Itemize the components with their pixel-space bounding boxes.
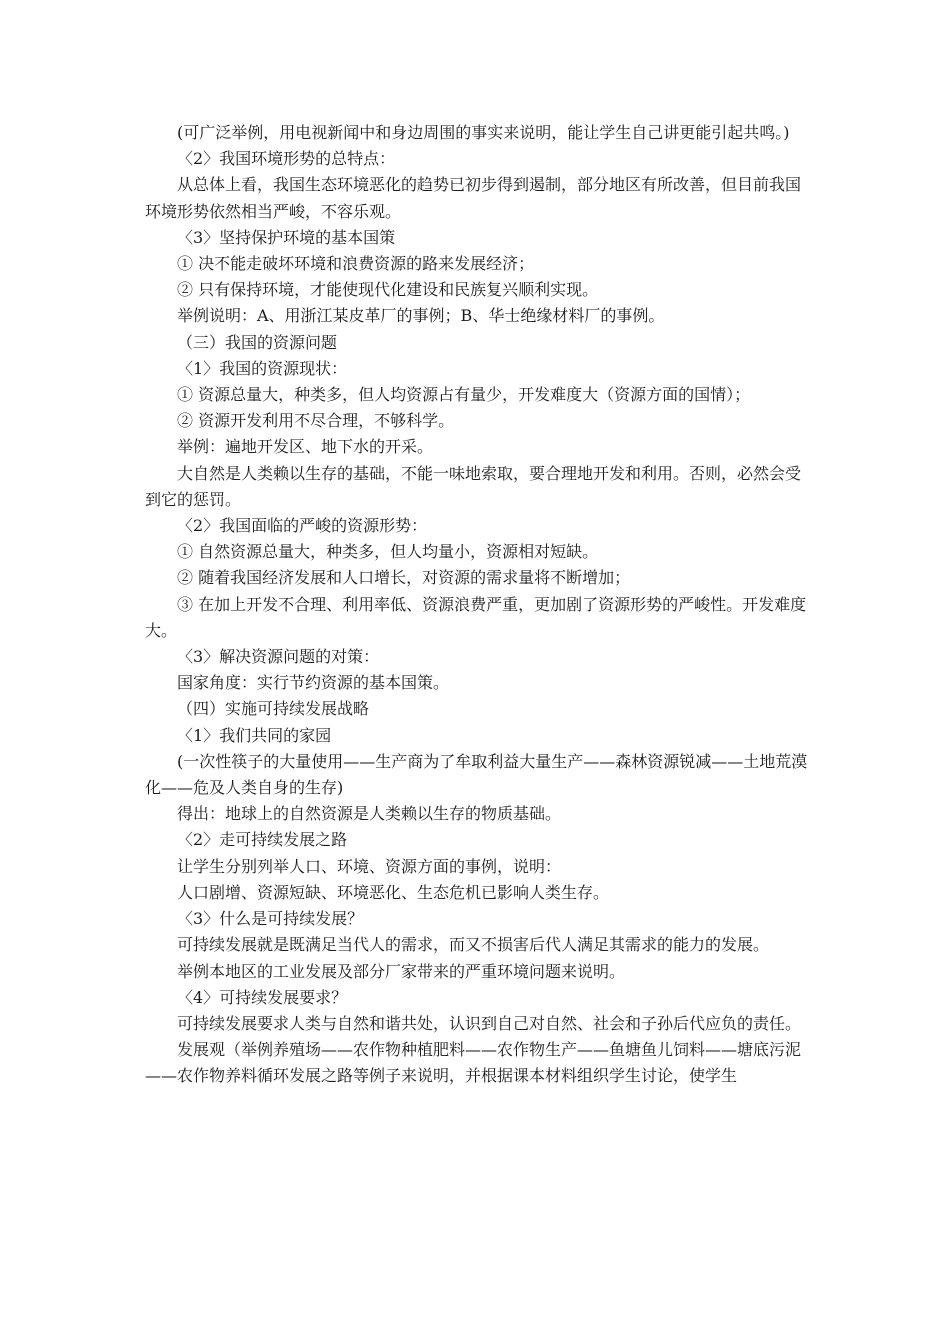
document-body — [145, 120, 810, 1090]
paragraph: (一次性筷子的大量使用——生产商为了牟取利益大量生产——森林资源锐减——土地荒漠化——危及人类自身的生存) — [145, 751, 808, 798]
section-heading: 〈2〉我国环境形势的总特点： — [177, 149, 396, 169]
paragraph: 得出：地球上的自然资源是人类赖以生存的物质基础。 — [177, 804, 562, 824]
section-heading: （四）实施可持续发展战略 — [177, 699, 370, 719]
paragraph: 可持续发展就是既满足当代人的需求，而又不损害后代人满足其需求的能力的发展。 — [177, 935, 770, 955]
section-heading: 〈3〉什么是可持续发展？ — [177, 909, 364, 929]
section-heading: 〈2〉走可持续发展之路 — [177, 830, 348, 850]
list-item: ② 随着我国经济发展和人口增长，对资源的需求量将不断增加； — [177, 568, 631, 588]
section-heading: 〈1〉我们共同的家园 — [177, 725, 332, 745]
list-item: ① 决不能走破坏环境和浪费资源的路来发展经济； — [177, 254, 535, 274]
paragraph: 大自然是人类赖以生存的基础，不能一味地索取，要合理地开发和利用。否则，必然会受到它的惩罚。 — [145, 463, 802, 509]
list-item: ① 自然资源总量大，种类多，但人均量小，资源相对短缺。 — [177, 542, 599, 562]
section-heading: 〈4〉可持续发展要求？ — [177, 987, 348, 1007]
paragraph: 人口剧增、资源短缺、环境恶化、生态危机已影响人类生存。 — [177, 882, 610, 902]
section-heading: 〈2〉我国面临的严峻的资源形势： — [177, 516, 428, 536]
list-item: ② 资源开发利用不尽合理，不够科学。 — [177, 411, 455, 431]
list-item: ③ 在加上开发不合理、利用率低、资源浪费严重，更加剧了资源形势的严峻性。开发难度大。 — [145, 594, 807, 640]
paragraph: 可持续发展要求人类与自然和谐共处，认识到自己对自然、社会和子孙后代应负的责任。 — [177, 1013, 802, 1033]
section-heading: （三）我国的资源问题 — [177, 332, 338, 352]
paragraph: 国家角度：实行节约资源的基本国策。 — [177, 673, 450, 693]
paragraph: 举例：遍地开发区、地下水的开采。 — [177, 437, 434, 457]
section-heading: 〈1〉我国的资源现状： — [177, 358, 348, 378]
list-item: ① 资源总量大，种类多，但人均资源占有量少，开发难度大（资源方面的国情）； — [177, 385, 751, 405]
paragraph: 让学生分别列举人口、环境、资源方面的事例，说明： — [177, 856, 562, 876]
paragraph: 举例说明：A、用浙江某皮革厂的事例；B、华士绝缘材料厂的事例。 — [177, 306, 665, 326]
paragraph: 发展观（举例养殖场——农作物种植肥料——农作物生产——鱼塘鱼儿饲料——塘底污泥——农作物养料循环发展之路等例子来说明，并根据课本材料组织学生讨论，使学生 — [145, 1040, 802, 1086]
section-heading: 〈3〉解决资源问题的对策： — [177, 647, 380, 667]
list-item: ② 只有保持环境，才能使现代化建设和民族复兴顺利实现。 — [177, 280, 599, 300]
paragraph: (可广泛举例，用电视新闻中和身边周围的事实来说明，能让学生自己讲更能引起共鸣。) — [177, 123, 790, 142]
paragraph: 从总体上看，我国生态环境恶化的趋势已初步得到遏制，部分地区有所改善，但目前我国环境形势依然相当严峻，不容乐观。 — [145, 175, 802, 221]
section-heading: 〈3〉坚持保护环境的基本国策 — [177, 227, 396, 247]
paragraph: 举例本地区的工业发展及部分厂家带来的严重环境问题来说明。 — [177, 961, 626, 981]
